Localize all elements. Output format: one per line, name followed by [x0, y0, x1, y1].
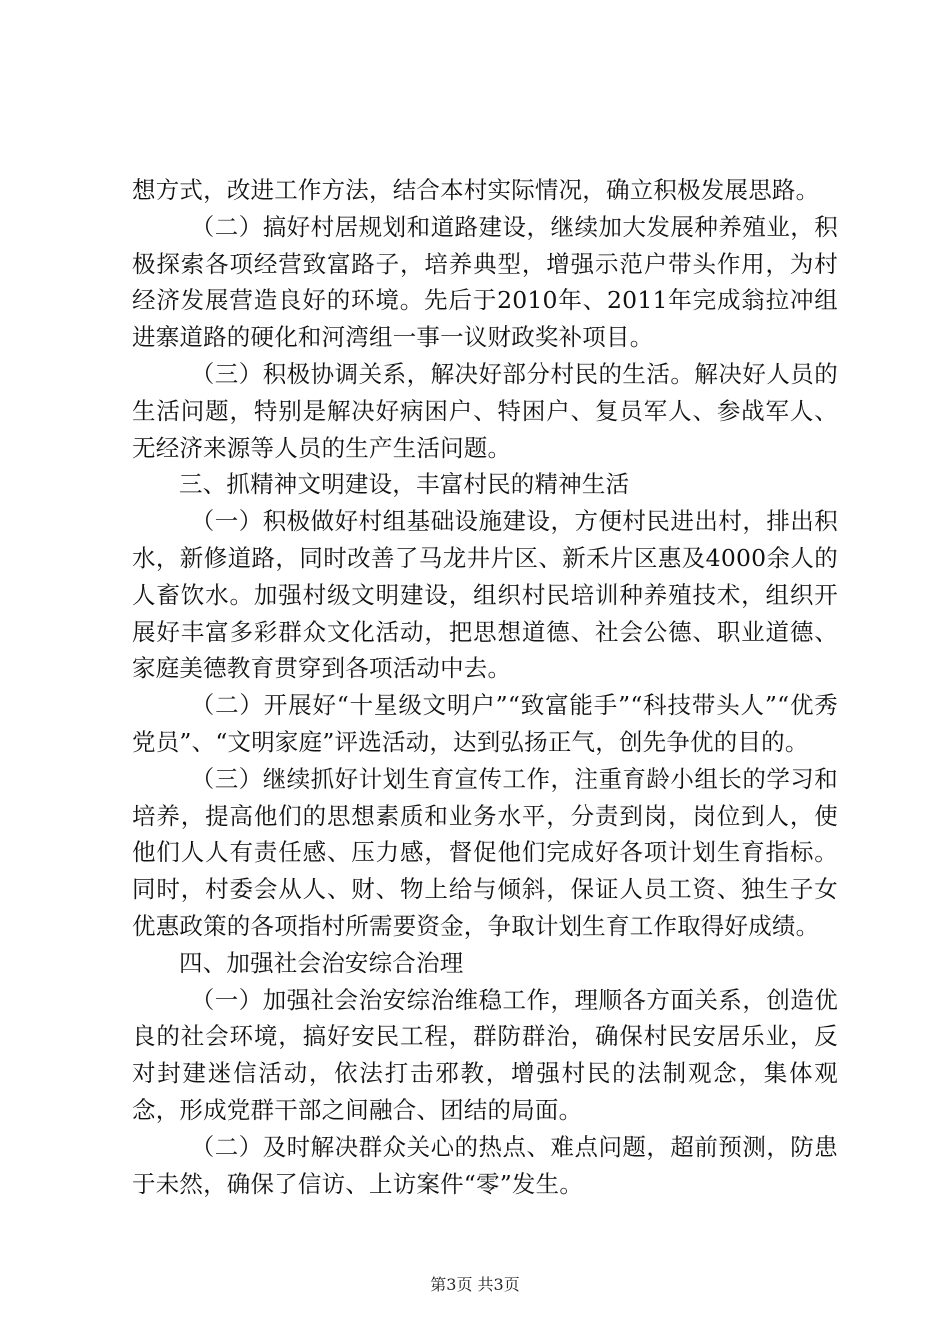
paragraph-item-2-selection: （二）开展好“十星级文明户”“致富能手”“科技带头人”“优秀党员”、“文明家庭”评选活动，达到弘扬正气，创先争优的目的。 [132, 691, 838, 756]
paragraph-item-2-petitions: （二）及时解决群众关心的热点、难点问题，超前预测，防患于未然，确保了信访、上访案件“零”发生。 [132, 1132, 838, 1198]
document-body [132, 172, 838, 1202]
paragraph-item-1-public-security: （一）加强社会治安综治维稳工作，理顺各方面关系，创造优良的社会环境，搞好安民工程，群防群治，确保村民安居乐业，反对封建迷信活动，依法打击邪教，增强村民的法制观念，集体观念，形成党群干部之间融合、团结的局面。 [132, 985, 838, 1124]
section-heading-3: 三、抓精神文明建设，丰富村民的精神生活 [179, 470, 630, 499]
paragraph-continued: 想方式，改进工作方法，结合本村实际情况，确立积极发展思路。 [132, 176, 820, 204]
paragraph-item-1-infrastructure: （一）积极做好村组基础设施建设，方便村民进出村，排出积水，新修道路，同时改善了马龙井片区、新禾片区惠及4000余人的人畜饮水。加强村级文明建设，组织村民培训种养殖技术，组织开展好丰富多彩群众文化活动，把思想道德、社会公德、职业道德、家庭美德教育贯穿到各项活动中去。 [132, 507, 838, 683]
section-heading-4: 四、加强社会治安综合治理 [179, 948, 464, 977]
paragraph-item-3-relations: （三）积极协调关系，解决好部分村民的生活。解决好人员的生活问题，特别是解决好病困户、特困户、复员军人、参战军人、无经济来源等人员的生产生活问题。 [132, 359, 838, 462]
page-footer [0, 1275, 950, 1295]
paragraph-item-2-road-building: （二）搞好村居规划和道路建设，继续加大发展种养殖业，积极探索各项经营致富路子，培养典型，增强示范户带头作用，为村经济发展营造良好的环境。先后于2010年、2011年完成翁拉冲组进寨道路的硬化和河湾组一事一议财政奖补项目。 [132, 212, 838, 352]
paragraph-item-3-family-planning: （三）继续抓好计划生育宣传工作，注重育龄小组长的学习和培养，提高他们的思想素质和业务水平，分责到岗，岗位到人，使他们人人有责任感、压力感，督促他们完成好各项计划生育指标。同时，村委会从人、财、物上给与倾斜，保证人员工资、独生子女优惠政策的各项指村所需要资金，争取计划生育工作取得好成绩。 [132, 764, 838, 940]
page-number-label: 第3页 共3页 [430, 1275, 520, 1294]
